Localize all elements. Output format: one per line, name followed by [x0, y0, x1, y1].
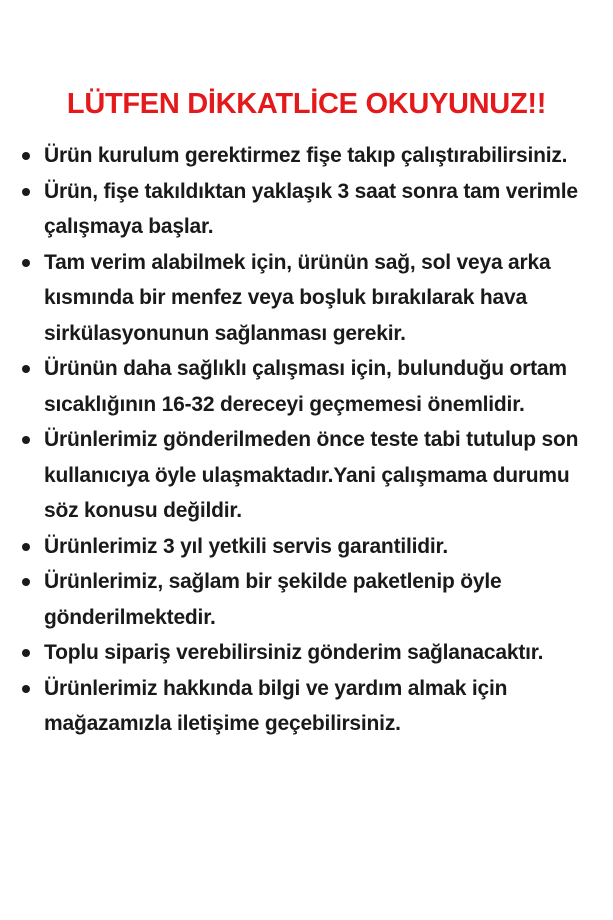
page-title: LÜTFEN DİKKATLİCE OKUYUNUZ!!	[66, 88, 547, 120]
list-item	[20, 422, 605, 529]
list-item-text: Ürünlerimiz hakkında bilgi ve yardım almak için mağazamızla iletişime geçebilirsiniz.	[44, 676, 508, 735]
bullet-icon	[22, 685, 30, 693]
list-item-text: Ürünlerimiz 3 yıl yetkili servis garantilidir.	[44, 534, 448, 558]
list-item	[20, 351, 605, 422]
bullet-icon	[22, 578, 30, 586]
list-item	[20, 671, 605, 742]
list-item-text: Ürünlerimiz, sağlam bir şekilde paketlenip öyle gönderilmektedir.	[44, 570, 502, 629]
notice-list	[20, 138, 605, 742]
bullet-icon	[22, 259, 30, 267]
list-item	[20, 138, 605, 174]
bullet-icon	[22, 152, 30, 160]
bullet-icon	[22, 188, 30, 196]
bullet-icon	[22, 365, 30, 373]
list-item-text: Ürün kurulum gerektirmez fişe takıp çalıştırabilirsiniz.	[44, 144, 568, 167]
list-item-text: Ürünün daha sağlıklı çalışması için, bulunduğu ortam sıcaklığının 16-32 dereceyi geçmemesi önemlidir.	[44, 357, 567, 416]
list-item	[20, 635, 605, 671]
list-item	[20, 564, 605, 635]
list-item-text: Tam verim alabilmek için, ürünün sağ, sol veya arka kısmında bir menfez veya boşluk bırakılarak hava sirkülasyonunun sağlanması gerekir.	[44, 250, 551, 345]
list-item	[20, 174, 605, 245]
bullet-icon	[22, 649, 30, 657]
bullet-icon	[22, 436, 30, 444]
list-item-text: Ürünlerimiz gönderilmeden önce teste tabi tutulup son kullanıcıya öyle ulaşmaktadır.Yani çalışmama durumu söz konusu değildir.	[44, 428, 579, 522]
list-item	[20, 245, 605, 352]
list-item-text: Toplu sipariş verebilirsiniz gönderim sağlanacaktır.	[44, 641, 544, 664]
list-item-text: Ürün, fişe takıldıktan yaklaşık 3 saat sonra tam verimle çalışmaya başlar.	[44, 179, 578, 238]
bullet-icon	[22, 543, 30, 551]
list-item	[20, 529, 605, 565]
